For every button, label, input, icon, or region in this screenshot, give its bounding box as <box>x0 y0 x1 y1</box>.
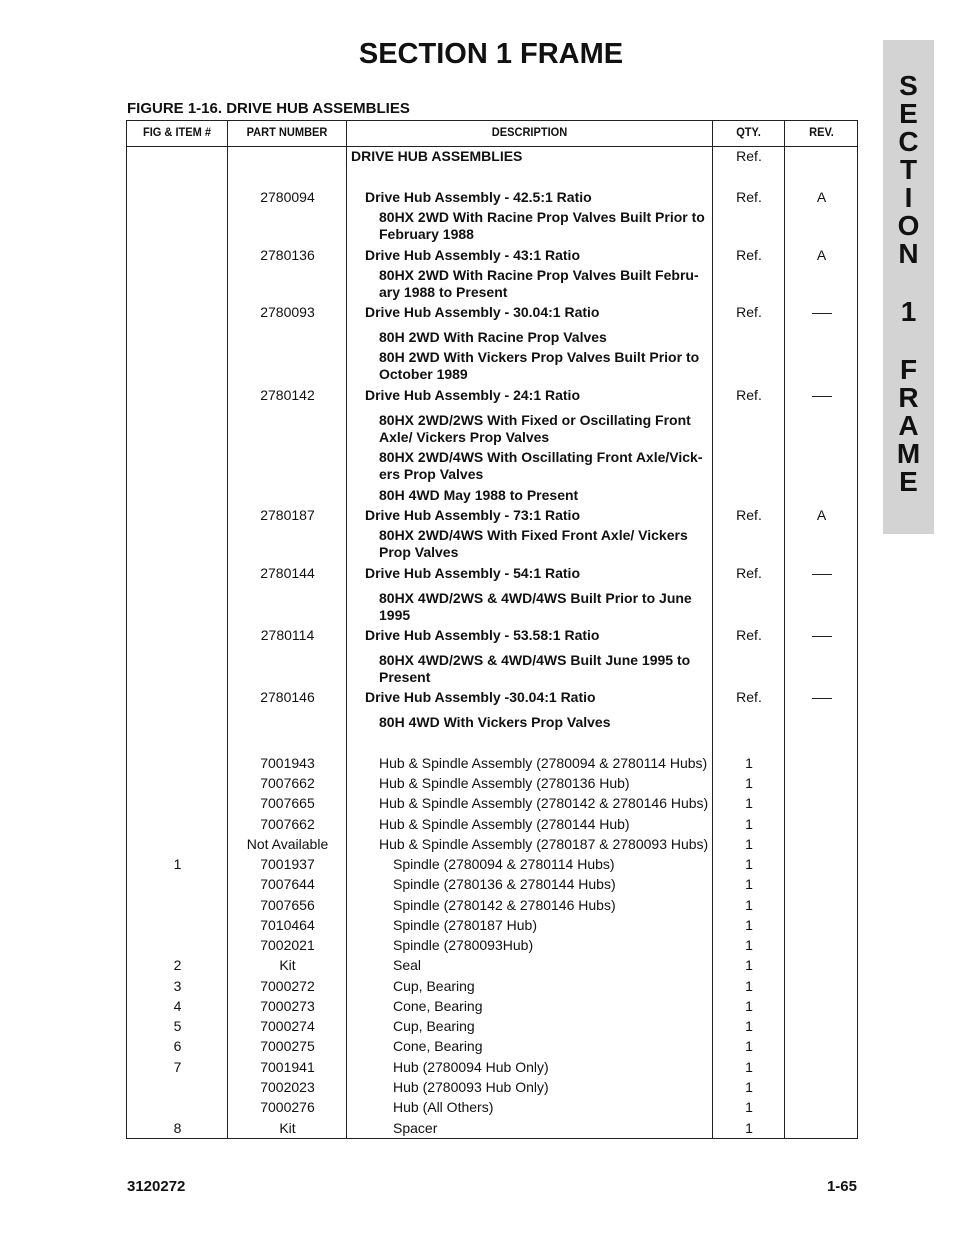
cell-qty: Ref. <box>736 189 762 205</box>
cell-description: 80HX 2WD/2WS With Fixed or Oscillating Front Axle/ Vickers Prop Valves <box>379 412 691 445</box>
cell-description: Drive Hub Assembly - 53.58:1 Ratio <box>365 627 600 643</box>
cell-part-number: 7001941 <box>260 1059 315 1075</box>
side-tab-letter: I <box>904 182 913 213</box>
document-number: 3120272 <box>127 1178 186 1195</box>
rev-dash-line <box>812 574 832 575</box>
cell-qty: 1 <box>745 957 753 973</box>
cell-fig-item: 2 <box>173 957 182 973</box>
cell-part-number: 7007656 <box>260 897 315 913</box>
cell-description: Hub & Spindle Assembly (2780142 & 2780146 Hubs) <box>379 795 709 811</box>
cell-qty: 1 <box>745 978 753 994</box>
cell-description: Spindle (2780142 & 2780146 Hubs) <box>393 897 616 913</box>
rev-dash-line <box>812 698 832 699</box>
cell-part-number: 7001943 <box>260 755 315 771</box>
page-title: SECTION 1 FRAME <box>358 38 624 70</box>
cell-part-number: 2780142 <box>260 387 315 403</box>
cell-description: Hub & Spindle Assembly (2780136 Hub) <box>379 775 630 791</box>
cell-part-number: 2780094 <box>260 189 315 205</box>
cell-qty: 1 <box>745 917 753 933</box>
cell-description: Hub (2780093 Hub Only) <box>393 1079 549 1095</box>
header-fig-item: FIG & ITEM # <box>142 125 212 139</box>
cell-part-number: 7000275 <box>260 1038 315 1054</box>
cell-description: Cone, Bearing <box>393 998 483 1014</box>
header-rev: REV. <box>809 125 834 139</box>
cell-fig-item: 7 <box>173 1059 182 1075</box>
section-side-tab <box>883 40 934 534</box>
cell-qty: 1 <box>745 755 753 771</box>
side-tab-letter: T <box>899 154 918 185</box>
cell-description: Hub & Spindle Assembly (2780187 & 2780093 Hubs) <box>379 836 709 852</box>
cell-description: 80H 4WD May 1988 to Present <box>379 487 579 503</box>
rev-dash <box>785 627 858 644</box>
cell-description: 80HX 4WD/2WS & 4WD/4WS Built June 1995 to Present <box>379 652 691 685</box>
cell-fig-item: 1 <box>173 856 182 872</box>
cell-part-number: 2780114 <box>260 627 315 643</box>
header-part-number: PART NUMBER <box>246 125 328 139</box>
side-tab-letter: S <box>899 70 918 101</box>
cell-qty: 1 <box>745 1099 753 1115</box>
cell-description: 80H 2WD With Vickers Prop Valves Built Prior to October 1989 <box>379 349 700 382</box>
cell-part-number: 7000274 <box>260 1018 315 1034</box>
cell-part-number: 7007644 <box>260 876 315 892</box>
cell-fig-item: 3 <box>173 978 182 994</box>
cell-description: Cup, Bearing <box>393 1018 475 1034</box>
parts-table <box>126 120 858 1139</box>
cell-description: Spindle (2780094 & 2780114 Hubs) <box>393 856 615 872</box>
cell-part-number: 2780136 <box>260 247 315 263</box>
cell-qty: Ref. <box>736 627 762 643</box>
side-tab-letter: F <box>899 354 918 385</box>
cell-description: 80HX 2WD/4WS With Oscillating Front Axle/Vick- ers Prop Valves <box>379 449 703 482</box>
header-divider <box>127 146 857 147</box>
cell-description: Hub (All Others) <box>393 1099 494 1115</box>
cell-qty: Ref. <box>736 689 762 705</box>
rev-dash-line <box>812 636 832 637</box>
cell-part-number: 7001937 <box>260 856 315 872</box>
cell-part-number: Kit <box>279 1120 296 1136</box>
cell-description: Seal <box>393 957 422 973</box>
side-tab-letter: E <box>899 98 918 129</box>
side-tab-letter: O <box>897 210 920 241</box>
cell-description: 80H 4WD With Vickers Prop Valves <box>379 714 611 730</box>
cell-qty: 1 <box>745 795 753 811</box>
cell-qty: 1 <box>745 1038 753 1054</box>
cell-qty: 1 <box>745 998 753 1014</box>
cell-description: Hub & Spindle Assembly (2780144 Hub) <box>379 816 630 832</box>
cell-qty: Ref. <box>736 304 762 320</box>
cell-qty: 1 <box>745 1059 753 1075</box>
cell-description: Hub (2780094 Hub Only) <box>393 1059 549 1075</box>
cell-description: Drive Hub Assembly - 73:1 Ratio <box>365 507 580 523</box>
cell-qty: Ref. <box>736 247 762 263</box>
cell-description: Drive Hub Assembly - 30.04:1 Ratio <box>365 304 600 320</box>
cell-qty: 1 <box>745 836 753 852</box>
cell-description: Drive Hub Assembly - 42.5:1 Ratio <box>365 189 592 205</box>
cell-part-number: 2780187 <box>260 507 315 523</box>
cell-description: Drive Hub Assembly - 43:1 Ratio <box>365 247 580 263</box>
cell-qty: 1 <box>745 937 753 953</box>
rev-dash-line <box>812 396 832 397</box>
rev-dash <box>785 565 858 582</box>
cell-qty: Ref. <box>736 507 762 523</box>
cell-description: Spindle (2780093Hub) <box>393 937 534 953</box>
cell-qty: Ref. <box>736 148 762 164</box>
side-tab-letter: A <box>898 410 919 441</box>
cell-part-number: 2780144 <box>260 565 315 581</box>
cell-description: 80HX 4WD/2WS & 4WD/4WS Built Prior to June 1995 <box>379 590 692 623</box>
cell-qty: 1 <box>745 775 753 791</box>
cell-qty: 1 <box>745 856 753 872</box>
page-number: 1-65 <box>826 1178 857 1195</box>
cell-part-number: 7010464 <box>260 917 315 933</box>
cell-description: 80H 2WD With Racine Prop Valves <box>379 329 607 345</box>
cell-qty: 1 <box>745 1120 753 1136</box>
cell-part-number: 2780146 <box>260 689 315 705</box>
figure-title: FIGURE 1-16. DRIVE HUB ASSEMBLIES <box>127 100 410 117</box>
cell-description: Drive Hub Assembly -30.04:1 Ratio <box>365 689 596 705</box>
cell-part-number: 7007665 <box>260 795 315 811</box>
cell-description: Drive Hub Assembly - 54:1 Ratio <box>365 565 580 581</box>
cell-qty: 1 <box>745 897 753 913</box>
cell-description: Spindle (2780136 & 2780144 Hubs) <box>393 876 616 892</box>
side-tab-letter: C <box>898 126 919 157</box>
rev-dash <box>785 304 858 321</box>
cell-description: Drive Hub Assembly - 24:1 Ratio <box>365 387 580 403</box>
cell-qty: 1 <box>745 876 753 892</box>
cell-qty: Ref. <box>736 387 762 403</box>
rev-dash-line <box>812 313 832 314</box>
cell-description: Spindle (2780187 Hub) <box>393 917 537 933</box>
cell-description: 80HX 2WD With Racine Prop Valves Built Febru- ary 1988 to Present <box>379 267 699 300</box>
cell-part-number: 7002021 <box>260 937 315 953</box>
cell-rev: A <box>816 247 827 263</box>
side-tab-letter: N <box>898 238 919 269</box>
cell-description: 80HX 2WD/4WS With Fixed Front Axle/ Vickers Prop Valves <box>379 527 688 560</box>
cell-rev: A <box>816 189 827 205</box>
cell-description: DRIVE HUB ASSEMBLIES <box>351 148 523 164</box>
cell-qty: 1 <box>745 1079 753 1095</box>
cell-fig-item: 4 <box>173 998 182 1014</box>
cell-description: 80HX 2WD With Racine Prop Valves Built Prior to February 1988 <box>379 209 705 242</box>
cell-part-number: Not Available <box>246 836 329 852</box>
cell-fig-item: 5 <box>173 1018 182 1034</box>
cell-description: Spacer <box>393 1120 438 1136</box>
side-tab-letter: M <box>896 438 921 469</box>
cell-fig-item: 6 <box>173 1038 182 1054</box>
rev-dash <box>785 387 858 404</box>
cell-description: Hub & Spindle Assembly (2780094 & 2780114 Hubs) <box>379 755 708 771</box>
header-qty: QTY. <box>736 125 761 139</box>
cell-part-number: 7000272 <box>260 978 315 994</box>
cell-part-number: Kit <box>279 957 296 973</box>
cell-qty: 1 <box>745 816 753 832</box>
cell-qty: 1 <box>745 1018 753 1034</box>
cell-part-number: 7000273 <box>260 998 315 1014</box>
cell-part-number: 7007662 <box>260 816 315 832</box>
side-tab-letter: 1 <box>900 296 917 327</box>
cell-part-number: 7007662 <box>260 775 315 791</box>
cell-qty: Ref. <box>736 565 762 581</box>
cell-part-number: 7000276 <box>260 1099 315 1115</box>
side-tab-letter: R <box>898 382 919 413</box>
cell-part-number: 2780093 <box>260 304 315 320</box>
cell-description: Cone, Bearing <box>393 1038 483 1054</box>
cell-fig-item: 8 <box>173 1120 182 1136</box>
cell-description: Cup, Bearing <box>393 978 475 994</box>
side-tab-letter: E <box>899 466 918 497</box>
cell-rev: A <box>816 507 827 523</box>
cell-part-number: 7002023 <box>260 1079 315 1095</box>
rev-dash <box>785 689 858 706</box>
header-description: DESCRIPTION <box>491 125 568 139</box>
